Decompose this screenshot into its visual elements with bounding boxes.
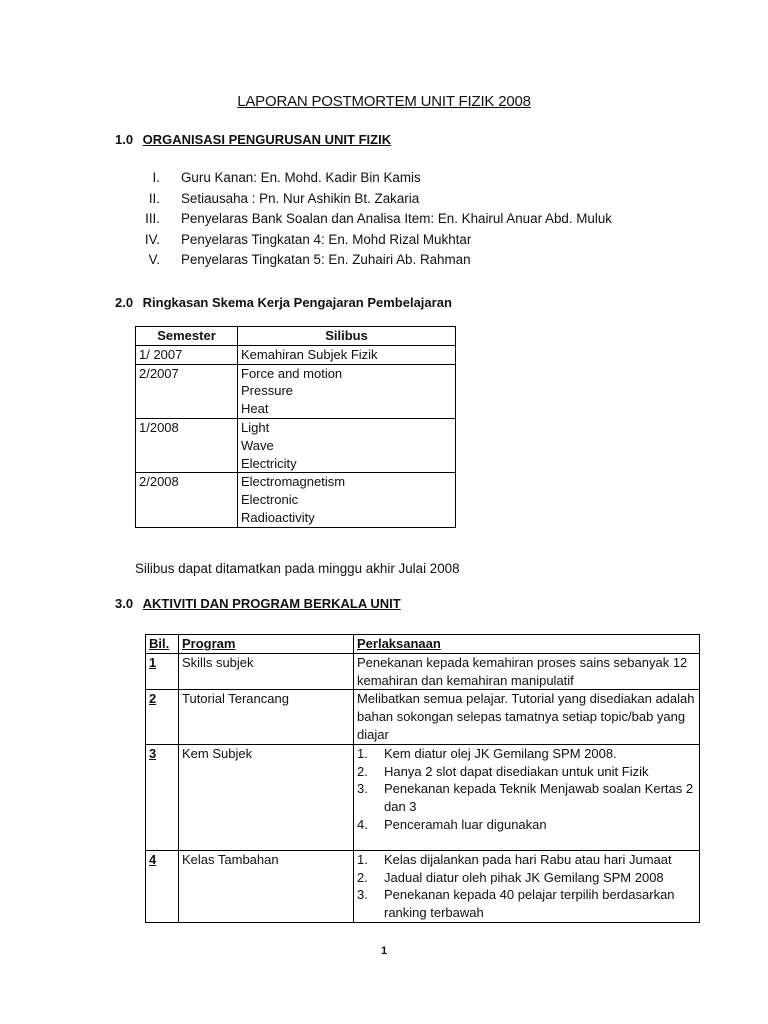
topic: Light: [241, 419, 270, 435]
list-item: [357, 869, 696, 887]
list-number: 3.: [357, 887, 368, 903]
list-item: [130, 189, 612, 210]
list-text: Jadual diatur oleh pihak JK Gemilang SPM 2008: [384, 869, 664, 885]
cell-spacer: [357, 834, 696, 850]
list-text: Penyelaras Bank Soalan dan Analisa Item: En. Khairul Anuar Abd. Muluk: [181, 211, 612, 226]
semester-cell: 1/2008: [136, 418, 238, 472]
semester-cell: 2/2008: [136, 473, 238, 527]
list-item: [357, 780, 696, 816]
section-title: AKTIVITI DAN PROGRAM BERKALA UNIT: [142, 596, 401, 611]
numbered-list: [357, 851, 696, 922]
list-text: Kelas dijalankan pada hari Rabu atau hari Jumaat: [384, 851, 672, 867]
table-row: [146, 744, 700, 850]
program-cell: Kem Subjek: [179, 744, 354, 850]
topic: Radioactivity: [241, 509, 315, 525]
bil-cell: 4: [146, 850, 179, 922]
bil-cell: 3: [146, 744, 179, 850]
section-number: 3.0: [115, 596, 134, 611]
document-title: LAPORAN POSTMORTEM UNIT FIZIK 2008: [237, 93, 531, 110]
semester-cell: 2/2007: [136, 364, 238, 418]
column-header-semester: Semester: [136, 327, 238, 346]
list-number: 2.: [357, 763, 368, 779]
table-row: [146, 690, 700, 744]
section-number: 2.0: [115, 295, 134, 310]
list-item: [357, 816, 696, 834]
list-text: Hanya 2 slot dapat disediakan untuk unit Fizik: [384, 763, 649, 779]
topic: Electromagnetism: [241, 474, 346, 490]
syllabus-note: Silibus dapat ditamatkan pada minggu akhir Julai 2008: [135, 561, 460, 576]
topic: Wave: [241, 437, 274, 453]
syllabus-table: [135, 326, 456, 528]
section-2-heading: [115, 295, 452, 310]
section-3-heading: [115, 596, 401, 611]
perlaksanaan-cell: Melibatkan semua pelajar. Tutorial yang disediakan adalah bahan sokongan selepas tamatnya setiap topic/bab yang diajar: [354, 690, 700, 744]
list-text: Penekanan kepada 40 pelajar terpilih berdasarkan ranking terbawah: [384, 887, 675, 921]
section-title: Ringkasan Skema Kerja Pengajaran Pembelajaran: [142, 295, 452, 310]
list-item: [130, 250, 612, 271]
program-cell: Tutorial Terancang: [179, 690, 354, 744]
list-number: IV.: [144, 231, 160, 247]
topic: Kemahiran Subjek Fizik: [241, 346, 378, 362]
list-number: III.: [145, 211, 160, 226]
list-text: Guru Kanan: En. Mohd. Kadir Bin Kamis: [181, 170, 421, 185]
perlaksanaan-cell: Penekanan kepada kemahiran proses sains sebanyak 12 kemahiran dan kemahiran manipulatif: [354, 653, 700, 690]
syllabus-cell: [238, 473, 456, 527]
list-number: I.: [152, 170, 160, 185]
section-1-heading: [115, 132, 391, 147]
organization-list: [130, 168, 612, 271]
topic: Heat: [241, 401, 269, 417]
table-row: [136, 473, 456, 527]
topic: Electricity: [241, 455, 297, 471]
numbered-list: [357, 745, 696, 834]
list-number: 1.: [357, 851, 368, 867]
column-header-silibus: Silibus: [238, 327, 456, 346]
table-header-row: [146, 635, 700, 654]
list-number: 1.: [357, 745, 368, 761]
list-item: [130, 230, 612, 251]
semester-cell: 1/ 2007: [136, 345, 238, 364]
bil-cell: 1: [146, 653, 179, 690]
column-header-program: Program: [179, 635, 354, 654]
list-text: Penceramah luar digunakan: [384, 816, 547, 832]
program-cell: Kelas Tambahan: [179, 850, 354, 922]
list-number: 3.: [357, 781, 368, 797]
list-text: Penekanan kepada Teknik Menjawab soalan Kertas 2 dan 3: [384, 781, 694, 815]
section-title: ORGANISASI PENGURUSAN UNIT FIZIK: [142, 132, 392, 147]
page-number: 1: [380, 945, 388, 957]
list-number: 4.: [357, 816, 368, 832]
list-text: Setiausaha : Pn. Nur Ashikin Bt. Zakaria: [181, 190, 420, 206]
list-item: [357, 763, 696, 781]
program-cell: Skills subjek: [179, 653, 354, 690]
list-item: [357, 886, 696, 922]
perlaksanaan-cell: [354, 850, 700, 922]
list-text: Kem diatur olej JK Gemilang SPM 2008.: [384, 745, 617, 761]
syllabus-cell: [238, 364, 456, 418]
list-item: [357, 745, 696, 763]
column-header-perlaksanaan: Perlaksanaan: [354, 635, 700, 654]
list-number: 2.: [357, 869, 368, 885]
perlaksanaan-cell: [354, 744, 700, 850]
syllabus-cell: [238, 418, 456, 472]
table-row: [136, 418, 456, 472]
list-item: [357, 851, 696, 869]
list-text: Penyelaras Tingkatan 5: En. Zuhairi Ab. Rahman: [181, 252, 471, 267]
list-text: Penyelaras Tingkatan 4: En. Mohd Rizal Mukhtar: [181, 231, 472, 247]
list-number: V.: [148, 252, 160, 267]
table-row: [136, 364, 456, 418]
bil-cell: 2: [146, 690, 179, 744]
topic: Force and motion: [241, 365, 343, 381]
topic: Pressure: [241, 383, 294, 399]
table-header-row: [136, 327, 456, 346]
column-header-bil: Bil.: [146, 635, 179, 654]
activities-table: [145, 634, 700, 923]
table-row: [146, 653, 700, 690]
list-number: II.: [148, 190, 160, 206]
table-row: [146, 850, 700, 922]
list-item: [130, 168, 612, 189]
list-item: [130, 209, 612, 230]
syllabus-cell: [238, 345, 456, 364]
table-row: [136, 345, 456, 364]
topic: Electronic: [241, 492, 299, 508]
section-number: 1.0: [115, 132, 134, 147]
